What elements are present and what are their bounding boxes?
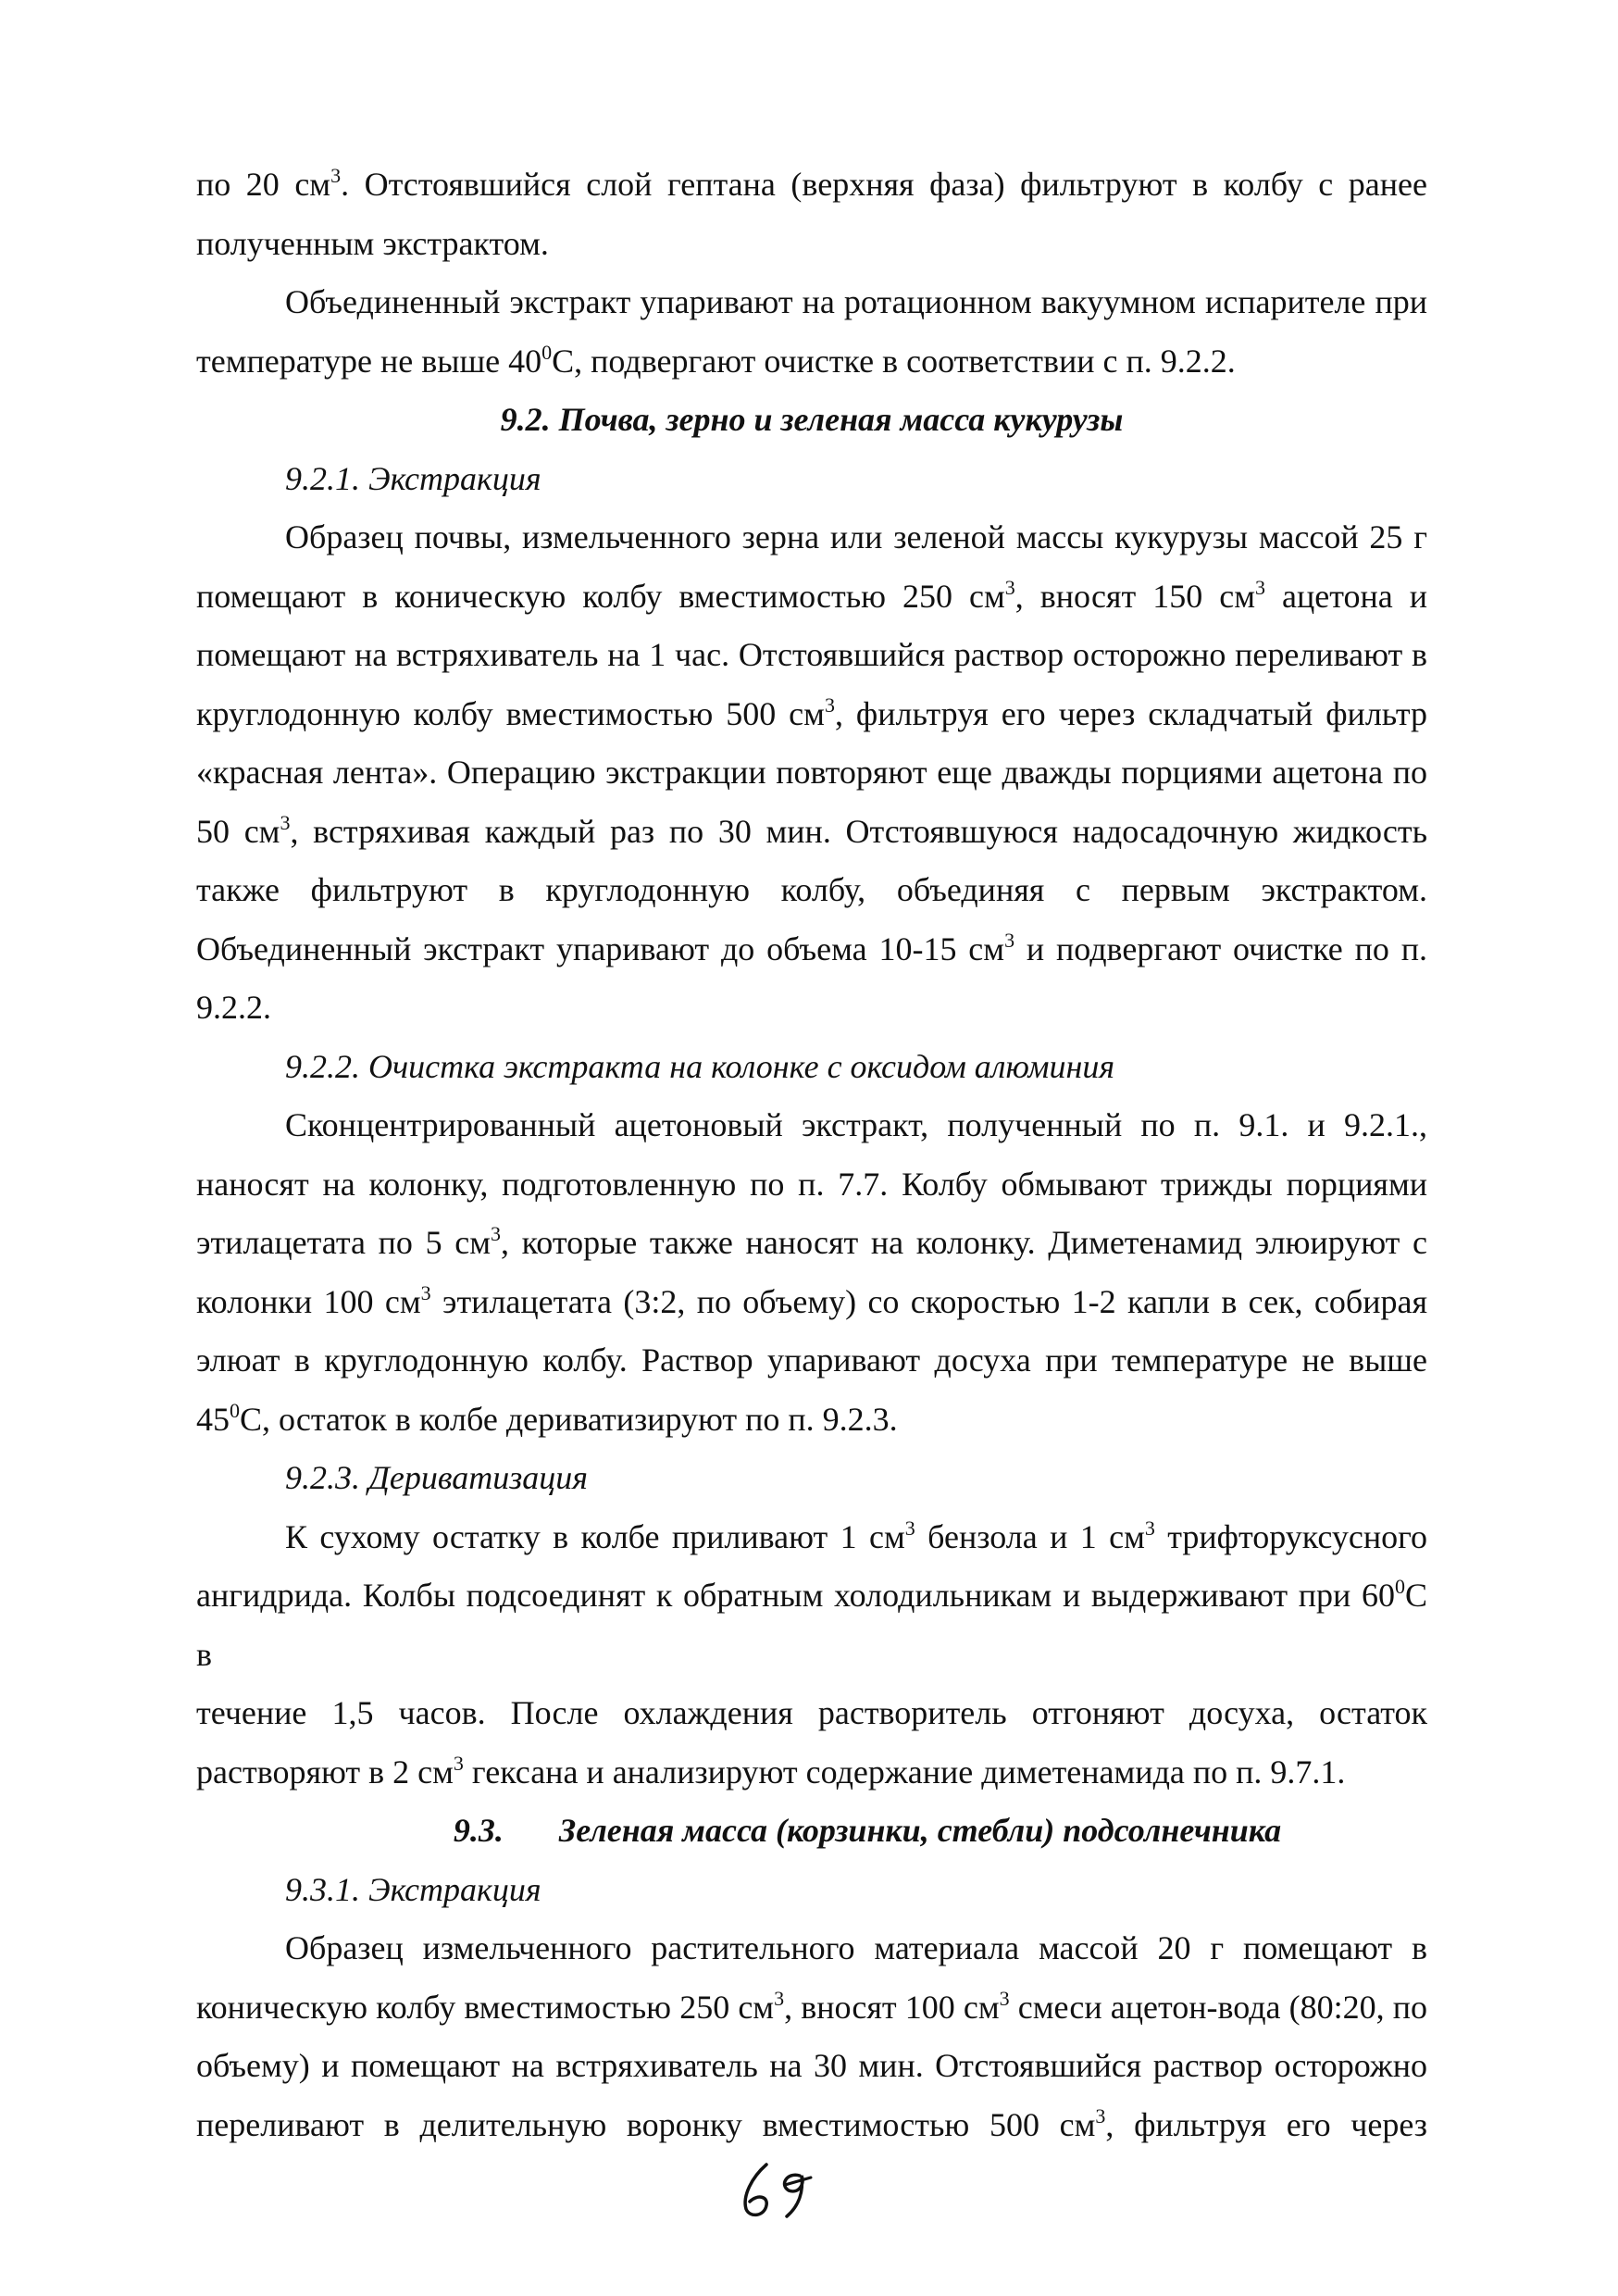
paragraph-line: Объединенный экстракт упаривают до объема 10-15 $см^3$ и подвергают очистке по п. bbox=[196, 928, 1427, 967]
section-heading-9-3: 9.3. Зеленая масса (корзинки, стебли) подсолнечника bbox=[453, 1812, 1282, 1849]
paragraph-line: переливают в делительную воронку вместимостью 500 $см^3$, фильтруя его через bbox=[196, 2103, 1427, 2143]
paragraph-line: растворяют в 2 $см^3$ гексана и анализируют содержание диметенамида по п. 9.7.1. bbox=[196, 1751, 1346, 1791]
paragraph-line: «красная лента». Операцию экстракции повторяют еще дважды порциями ацетона по bbox=[196, 754, 1427, 791]
paragraph-line: элюат в круглодонную колбу. Раствор упаривают досуха при температуре не выше bbox=[196, 1341, 1427, 1379]
paragraph-line: $45^0С$, остаток в колбе дериватизируют по п. 9.2.3. bbox=[196, 1398, 898, 1438]
paragraph-line: колонки 100 $см^3$ этилацетата (3:2, по объему) со скоростью 1-2 капли в сек, собирая bbox=[196, 1280, 1428, 1320]
paragraph-continuation-end: полученным экстрактом. bbox=[196, 224, 549, 262]
paragraph-line: Образец измельченного растительного материала массой 20 г помещают в bbox=[285, 1929, 1427, 1966]
paragraph-line: 50 $см^3$, встряхивая каждый раз по 30 мин. Отстоявшуюся надосадочную жидкость bbox=[196, 810, 1427, 850]
section-heading-9-2: 9.2. Почва, зерно и зеленая масса кукурузы bbox=[500, 401, 1124, 438]
paragraph-line: Образец почвы, измельченного зерна или зеленой массы кукурузы массой 25 г bbox=[285, 518, 1427, 555]
paragraph-line: помещают в коническую колбу вместимостью 250 $см^3$, вносят 150 $см^3$ ацетона и bbox=[196, 575, 1427, 615]
subsection-heading-9-2-1: 9.2.1. Экстракция bbox=[285, 459, 541, 497]
paragraph-line: ангидрида. Колбы подсоединят к обратным холодильникам и выдерживают при $60^0С$ в bbox=[196, 1575, 1427, 1673]
paragraph-line: помещают на встряхиватель на 1 час. Отстоявшийся раствор осторожно переливают в bbox=[196, 636, 1427, 673]
paragraph-line: К сухому остатку в колбе приливают 1 $см^3$ бензола и 1 $см^3$ трифторуксусного bbox=[285, 1516, 1428, 1555]
paragraph-line: коническую колбу вместимостью 250 $см^3$, вносят 100 $см^3$ смеси ацетон-вода (80:20, по bbox=[196, 1986, 1427, 2026]
handwritten-page-number bbox=[731, 2157, 842, 2222]
paragraph-combined-extract-end: температуре не выше $40^0С$, подвергают очистке в соответствии с п. 9.2.2. bbox=[196, 340, 1236, 380]
paragraph-line: также фильтруют в круглодонную колбу, объединяя с первым экстрактом. bbox=[196, 871, 1427, 908]
paragraph-line: наносят на колонку, подготовленную по п. 7.7. Колбу обмывают трижды порциями bbox=[196, 1165, 1427, 1203]
subsection-heading-9-2-2: 9.2.2. Очистка экстракта на колонке с оксидом алюминия bbox=[285, 1047, 1115, 1085]
paragraph-continuation: по 20 $см^3$. Отстоявшийся слой гептана (верхняя фаза) фильтруют в колбу с ранее bbox=[196, 164, 1427, 203]
paragraph-line: круглодонную колбу вместимостью 500 $см^3$, фильтруя его через складчатый фильтр bbox=[196, 693, 1428, 732]
paragraph-line: течение 1,5 часов. После охлаждения растворитель отгоняют досуха, остаток bbox=[196, 1694, 1427, 1731]
paragraph-combined-extract: Объединенный экстракт упаривают на ротационном вакуумном испарителе при bbox=[285, 283, 1427, 320]
paragraph-line: объему) и помещают на встряхиватель на 30 мин. Отстоявшийся раствор осторожно bbox=[196, 2047, 1427, 2084]
document-body bbox=[196, 156, 1427, 2154]
paragraph-line: этилацетата по 5 $см^3$, которые также наносят на колонку. Диметенамид элюируют с bbox=[196, 1222, 1428, 1261]
subsection-heading-9-2-3: 9.2.3. Дериватизация bbox=[285, 1459, 589, 1496]
subsection-heading-9-3-1: 9.3.1. Экстракция bbox=[285, 1870, 541, 1908]
paragraph-line: 9.2.2. bbox=[196, 989, 271, 1026]
paragraph-line: Сконцентрированный ацетоновый экстракт, полученный по п. 9.1. и 9.2.1., bbox=[285, 1106, 1427, 1143]
